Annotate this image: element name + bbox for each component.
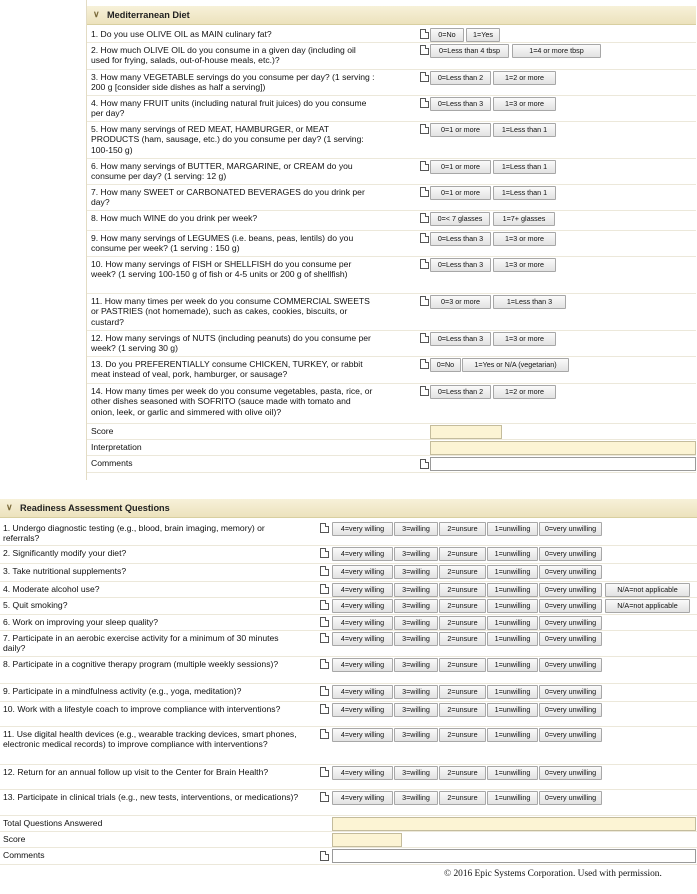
comments-row: [87, 456, 696, 473]
question-text: 8. How much WINE do you drink per week?: [91, 213, 258, 223]
score-label: Score: [3, 834, 26, 844]
readiness-assessment-section: [0, 497, 697, 867]
answer-option-button[interactable]: 1=3 or more: [493, 332, 556, 346]
comment-note-icon[interactable]: [420, 233, 429, 243]
willingness-option-button[interactable]: 2=unsure: [439, 547, 486, 561]
willingness-option-button[interactable]: 4=very willing: [332, 728, 393, 742]
section-title: Mediterranean Diet: [107, 10, 190, 20]
willingness-option-button[interactable]: 0=very unwilling: [539, 522, 602, 536]
answer-option-button[interactable]: 1=Yes: [466, 28, 500, 42]
question-text: 8. Participate in a cognitive therapy program (multiple weekly sessions)?: [3, 659, 279, 669]
willingness-option-button[interactable]: 4=very willing: [332, 632, 393, 646]
question-row: [87, 294, 696, 331]
question-row: [87, 384, 696, 424]
comment-note-icon[interactable]: [320, 851, 329, 861]
answer-option-button[interactable]: 1=2 or more: [493, 385, 556, 399]
willingness-option-button[interactable]: 3=willing: [394, 685, 438, 699]
readiness-comments-field[interactable]: [332, 849, 696, 863]
comment-note-icon[interactable]: [320, 792, 329, 802]
total-answered-label: Total Questions Answered: [3, 818, 103, 828]
mediterranean-diet-header[interactable]: [87, 6, 696, 25]
willingness-option-button[interactable]: 3=willing: [394, 547, 438, 561]
willingness-option-button[interactable]: 2=unsure: [439, 703, 486, 717]
answer-option-button[interactable]: 1=4 or more tbsp: [512, 44, 601, 58]
comments-label: Comments: [91, 458, 133, 468]
question-text: 11. How many times per week do you consume COMMERCIAL SWEETS or PASTRIES (not homemade), such as cakes, cookies, biscuits, or custard?: [91, 296, 370, 327]
readiness-question-row: [0, 684, 697, 702]
copyright-notice: © 2016 Epic Systems Corporation. Used with permission.: [444, 869, 662, 879]
question-row: [87, 357, 696, 384]
willingness-option-button[interactable]: 4=very willing: [332, 791, 393, 805]
comment-note-icon[interactable]: [420, 45, 429, 55]
willingness-option-button[interactable]: 1=unwilling: [487, 599, 538, 613]
willingness-option-button[interactable]: 0=very unwilling: [539, 685, 602, 699]
willingness-option-button[interactable]: 2=unsure: [439, 565, 486, 579]
question-text: 14. How many times per week do you consume vegetables, pasta, rice, or other dishes seasoned with SOFRITO (sauce made with tomato and onion, leek, or garlic and simmered with olive oil)?: [91, 386, 373, 417]
readiness-assessment-header[interactable]: [0, 499, 697, 518]
interpretation-label: Interpretation: [91, 442, 142, 452]
answer-option-button[interactable]: 0=1 or more: [430, 160, 491, 174]
willingness-option-button[interactable]: 0=very unwilling: [539, 599, 602, 613]
question-text: 3. Take nutritional supplements?: [3, 566, 127, 576]
willingness-option-button[interactable]: 0=very unwilling: [539, 583, 602, 597]
question-text: 10. Work with a lifestyle coach to improve compliance with interventions?: [3, 704, 281, 714]
question-text: 7. Participate in an aerobic exercise activity for a minimum of 30 minutes daily?: [3, 633, 279, 654]
comments-label: Comments: [3, 850, 45, 860]
willingness-option-button[interactable]: 3=willing: [394, 599, 438, 613]
comment-note-icon[interactable]: [420, 72, 429, 82]
willingness-option-button[interactable]: 4=very willing: [332, 565, 393, 579]
question-row: [87, 257, 696, 294]
readiness-question-row: [0, 657, 697, 684]
chevron-down-icon[interactable]: ∨: [6, 502, 13, 512]
willingness-option-button[interactable]: 1=unwilling: [487, 791, 538, 805]
answer-option-button[interactable]: 0=Less than 4 tbsp: [430, 44, 509, 58]
willingness-option-button[interactable]: 3=willing: [394, 565, 438, 579]
answer-option-button[interactable]: 1=Less than 1: [493, 160, 556, 174]
comment-note-icon[interactable]: [420, 29, 429, 39]
answer-option-button[interactable]: 1=3 or more: [493, 232, 556, 246]
readiness-question-row: [0, 615, 697, 631]
comment-note-icon[interactable]: [320, 767, 329, 777]
willingness-option-button[interactable]: 1=unwilling: [487, 703, 538, 717]
answer-option-button[interactable]: 0=Less than 3: [430, 332, 491, 346]
comment-note-icon[interactable]: [420, 259, 429, 269]
question-row: [87, 96, 696, 122]
willingness-option-button[interactable]: 4=very willing: [332, 658, 393, 672]
willingness-option-button[interactable]: 4=very willing: [332, 703, 393, 717]
comment-note-icon[interactable]: [420, 296, 429, 306]
mediterranean-diet-section: [86, 0, 696, 480]
question-row: [87, 185, 696, 211]
answer-option-button[interactable]: 0=1 or more: [430, 123, 491, 137]
comment-note-icon[interactable]: [320, 600, 329, 610]
question-text: 1. Do you use OLIVE OIL as MAIN culinary fat?: [91, 29, 272, 39]
willingness-option-button[interactable]: 1=unwilling: [487, 565, 538, 579]
readiness-score-row: [0, 832, 697, 848]
willingness-option-button[interactable]: 2=unsure: [439, 632, 486, 646]
willingness-option-button[interactable]: 3=willing: [394, 703, 438, 717]
willingness-option-button[interactable]: 4=very willing: [332, 685, 393, 699]
not-applicable-button[interactable]: N/A=not applicable: [605, 583, 690, 597]
question-text: 7. How many SWEET or CARBONATED BEVERAGES do you drink per day?: [91, 187, 365, 208]
question-text: 2. Significantly modify your diet?: [3, 548, 127, 558]
readiness-question-row: [0, 702, 697, 727]
interpretation-row: [87, 440, 696, 456]
answer-option-button[interactable]: 0=Less than 3: [430, 232, 491, 246]
interpretation-field[interactable]: [430, 441, 696, 455]
readiness-question-row: [0, 521, 697, 546]
willingness-option-button[interactable]: 3=willing: [394, 632, 438, 646]
willingness-option-button[interactable]: 0=very unwilling: [539, 703, 602, 717]
comment-note-icon[interactable]: [320, 548, 329, 558]
willingness-option-button[interactable]: 2=unsure: [439, 522, 486, 536]
question-text: 10. How many servings of FISH or SHELLFISH do you consume per week? (1 serving 100-150 g of fish or 4-5 units or 200 g of shellfish): [91, 259, 352, 280]
question-text: 12. Return for an annual follow up visit to the Center for Brain Health?: [3, 767, 269, 777]
score-field[interactable]: [430, 425, 502, 439]
answer-option-button[interactable]: 0=No: [430, 358, 461, 372]
comment-note-icon[interactable]: [420, 187, 429, 197]
not-applicable-button[interactable]: N/A=not applicable: [605, 599, 690, 613]
willingness-option-button[interactable]: 3=willing: [394, 616, 438, 630]
willingness-option-button[interactable]: 1=unwilling: [487, 616, 538, 630]
question-text: 5. Quit smoking?: [3, 600, 68, 610]
question-row: [87, 122, 696, 159]
comment-note-icon[interactable]: [320, 584, 329, 594]
comment-note-icon[interactable]: [420, 459, 429, 469]
willingness-option-button[interactable]: 2=unsure: [439, 616, 486, 630]
willingness-option-button[interactable]: 0=very unwilling: [539, 616, 602, 630]
comment-note-icon[interactable]: [420, 359, 429, 369]
willingness-option-button[interactable]: 3=willing: [394, 766, 438, 780]
willingness-option-button[interactable]: 1=unwilling: [487, 685, 538, 699]
willingness-option-button[interactable]: 2=unsure: [439, 791, 486, 805]
answer-option-button[interactable]: 1=Yes or N/A (vegetarian): [462, 358, 569, 372]
comment-note-icon[interactable]: [420, 333, 429, 343]
question-row: [87, 70, 696, 96]
score-row: [87, 424, 696, 440]
willingness-option-button[interactable]: 4=very willing: [332, 766, 393, 780]
total-answered-field[interactable]: [332, 817, 696, 831]
comment-note-icon[interactable]: [420, 124, 429, 134]
readiness-question-row: [0, 582, 697, 598]
question-row: [87, 27, 696, 43]
question-text: 11. Use digital health devices (e.g., wearable tracking devices, smart phones, electronic medical records) to improve compliance with interventions?: [3, 729, 297, 750]
comment-note-icon[interactable]: [420, 386, 429, 396]
willingness-option-button[interactable]: 0=very unwilling: [539, 658, 602, 672]
answer-option-button[interactable]: 0=Less than 3: [430, 258, 491, 272]
willingness-option-button[interactable]: 2=unsure: [439, 766, 486, 780]
comment-note-icon[interactable]: [320, 617, 329, 627]
answer-option-button[interactable]: 1=7+ glasses: [493, 212, 555, 226]
comment-note-icon[interactable]: [320, 566, 329, 576]
question-text: 4. How many FRUIT units (including natural fruit juices) do you consume per day?: [91, 98, 367, 119]
comment-note-icon[interactable]: [420, 213, 429, 223]
willingness-option-button[interactable]: 0=very unwilling: [539, 565, 602, 579]
willingness-option-button[interactable]: 4=very willing: [332, 616, 393, 630]
willingness-option-button[interactable]: 1=unwilling: [487, 766, 538, 780]
question-text: 9. Participate in a mindfulness activity (e.g., yoga, meditation)?: [3, 686, 242, 696]
answer-option-button[interactable]: 0=Less than 2: [430, 71, 491, 85]
question-row: [87, 159, 696, 185]
readiness-question-row: [0, 598, 697, 615]
question-text: 2. How much OLIVE OIL do you consume in a given day (including oil used for frying, salads, out-of-house meals, etc.)?: [91, 45, 356, 66]
question-text: 4. Moderate alcohol use?: [3, 584, 100, 594]
willingness-option-button[interactable]: 2=unsure: [439, 658, 486, 672]
willingness-option-button[interactable]: 1=unwilling: [487, 583, 538, 597]
question-text: 5. How many servings of RED MEAT, HAMBURGER, or MEAT PRODUCTS (ham, sausage, etc.) do you consume per day? (1 serving: 100-150 g): [91, 124, 364, 155]
question-row: [87, 211, 696, 231]
willingness-option-button[interactable]: 4=very willing: [332, 522, 393, 536]
question-text: 3. How many VEGETABLE servings do you consume per day? (1 serving : 200 g [consider side dishes as half a serving]): [91, 72, 375, 93]
question-text: 13. Participate in clinical trials (e.g., new tests, interventions, or medications)?: [3, 792, 299, 802]
question-text: 6. How many servings of BUTTER, MARGARINE, or CREAM do you consume per day? (1 serving: 12 g): [91, 161, 353, 182]
willingness-option-button[interactable]: 4=very willing: [332, 599, 393, 613]
answer-option-button[interactable]: 1=Less than 1: [493, 186, 556, 200]
willingness-option-button[interactable]: 1=unwilling: [487, 632, 538, 646]
answer-option-button[interactable]: 0=No: [430, 28, 464, 42]
willingness-option-button[interactable]: 3=willing: [394, 583, 438, 597]
readiness-question-row: [0, 790, 697, 816]
willingness-option-button[interactable]: 0=very unwilling: [539, 728, 602, 742]
answer-option-button[interactable]: 0=Less than 2: [430, 385, 491, 399]
question-row: [87, 43, 696, 70]
willingness-option-button[interactable]: 0=very unwilling: [539, 547, 602, 561]
answer-option-button[interactable]: 0=3 or more: [430, 295, 491, 309]
section-title: Readiness Assessment Questions: [20, 503, 170, 513]
comments-field[interactable]: [430, 457, 696, 471]
readiness-question-row: [0, 631, 697, 657]
answer-option-button[interactable]: 0=< 7 glasses: [430, 212, 490, 226]
willingness-option-button[interactable]: 3=willing: [394, 658, 438, 672]
willingness-option-button[interactable]: 2=unsure: [439, 583, 486, 597]
comment-note-icon[interactable]: [320, 686, 329, 696]
willingness-option-button[interactable]: 0=very unwilling: [539, 632, 602, 646]
willingness-option-button[interactable]: 4=very willing: [332, 583, 393, 597]
willingness-option-button[interactable]: 4=very willing: [332, 547, 393, 561]
willingness-option-button[interactable]: 1=unwilling: [487, 547, 538, 561]
score-label: Score: [91, 426, 114, 436]
willingness-option-button[interactable]: 3=willing: [394, 791, 438, 805]
chevron-down-icon[interactable]: ∨: [93, 9, 100, 19]
readiness-score-field[interactable]: [332, 833, 402, 847]
answer-option-button[interactable]: 1=3 or more: [493, 97, 556, 111]
willingness-option-button[interactable]: 1=unwilling: [487, 522, 538, 536]
question-text: 1. Undergo diagnostic testing (e.g., blood, brain imaging, memory) or referrals?: [3, 523, 265, 544]
answer-option-button[interactable]: 1=3 or more: [493, 258, 556, 272]
willingness-option-button[interactable]: 3=willing: [394, 728, 438, 742]
comment-note-icon[interactable]: [320, 729, 329, 739]
comment-note-icon[interactable]: [320, 523, 329, 533]
question-text: 12. How many servings of NUTS (including peanuts) do you consume per week? (1 serving 30 g): [91, 333, 371, 354]
comment-note-icon[interactable]: [420, 98, 429, 108]
willingness-option-button[interactable]: 0=very unwilling: [539, 791, 602, 805]
readiness-question-row: [0, 765, 697, 790]
willingness-option-button[interactable]: 0=very unwilling: [539, 766, 602, 780]
question-text: 9. How many servings of LEGUMES (i.e. beans, peas, lentils) do you consume per week? (1 serving : 150 g): [91, 233, 354, 254]
answer-option-button[interactable]: 1=2 or more: [493, 71, 556, 85]
readiness-question-row: [0, 546, 697, 564]
willingness-option-button[interactable]: 2=unsure: [439, 685, 486, 699]
willingness-option-button[interactable]: 2=unsure: [439, 599, 486, 613]
comment-note-icon[interactable]: [420, 161, 429, 171]
answer-option-button[interactable]: 0=Less than 3: [430, 97, 491, 111]
willingness-option-button[interactable]: 3=willing: [394, 522, 438, 536]
total-answered-row: [0, 816, 697, 832]
question-text: 13. Do you PREFERENTIALLY consume CHICKEN, TURKEY, or rabbit meat instead of veal, pork, hamburger, or sausage?: [91, 359, 363, 380]
comment-note-icon[interactable]: [320, 659, 329, 669]
comment-note-icon[interactable]: [320, 704, 329, 714]
question-row: [87, 331, 696, 357]
answer-option-button[interactable]: 1=Less than 1: [493, 123, 556, 137]
answer-option-button[interactable]: 1=Less than 3: [493, 295, 566, 309]
readiness-comments-row: [0, 848, 697, 865]
answer-option-button[interactable]: 0=1 or more: [430, 186, 491, 200]
question-row: [87, 231, 696, 257]
readiness-question-row: [0, 564, 697, 582]
willingness-option-button[interactable]: 2=unsure: [439, 728, 486, 742]
willingness-option-button[interactable]: 1=unwilling: [487, 658, 538, 672]
comment-note-icon[interactable]: [320, 633, 329, 643]
question-text: 6. Work on improving your sleep quality?: [3, 617, 159, 627]
readiness-question-row: [0, 727, 697, 765]
willingness-option-button[interactable]: 1=unwilling: [487, 728, 538, 742]
